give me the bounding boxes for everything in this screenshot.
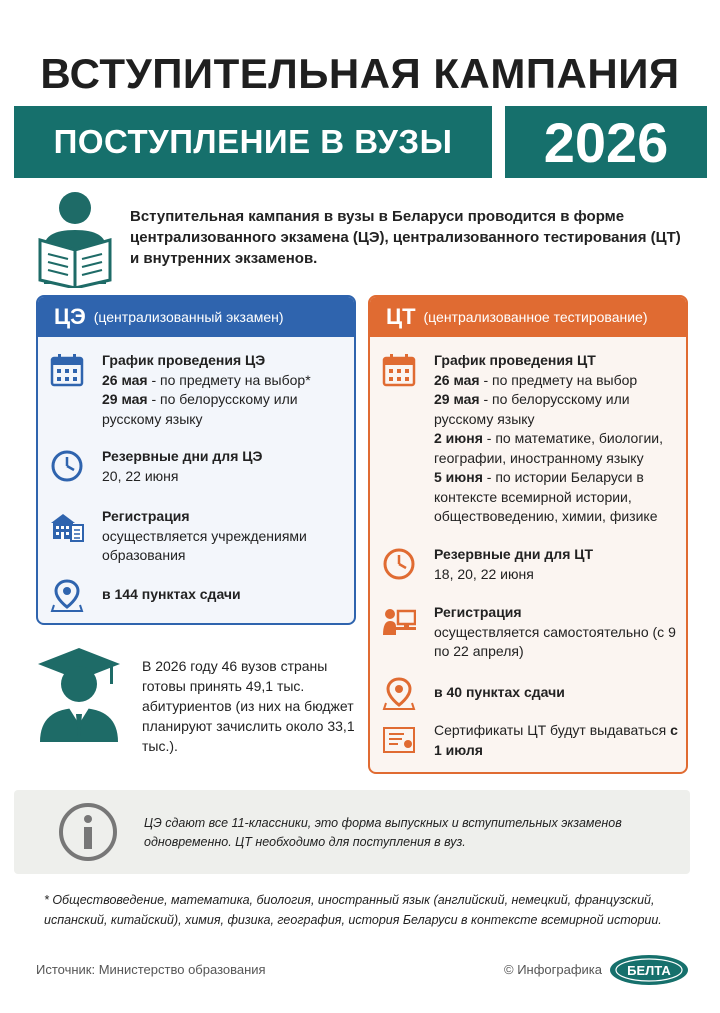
ce-date-2: 29 мая — [102, 391, 148, 407]
ct-reg-text: осуществляется самостоятельно (с 9 по 22 апреля) — [434, 623, 676, 659]
ct-abbr: ЦТ — [386, 304, 416, 329]
ct-cert-text: Сертификаты ЦТ будут выдаваться — [434, 722, 671, 738]
ce-schedule — [50, 351, 332, 429]
ce-schedule-title: График проведения ЦЭ — [102, 352, 266, 368]
ce-points — [50, 577, 332, 613]
ce-date-2-text: - по белорусскому или русскому языку — [102, 391, 298, 427]
graduate-icon — [36, 646, 122, 742]
ct-date-4: 5 июня — [434, 469, 483, 485]
ce-date-1: 26 мая — [102, 371, 148, 388]
footnote: * Обществоведение, математика, биология, иностранный язык (английский, немецкий, французский, испанский, китайский), химия, физика, география, история Беларуси в контексте всемирной истории. — [44, 893, 662, 927]
location-pin-icon — [382, 677, 416, 711]
page-title: ВСТУПИТЕЛЬНАЯ КАМПАНИЯ — [40, 50, 680, 97]
belta-logo — [608, 953, 690, 987]
intro-text: Вступительная кампания в вузы в Беларуси проводится в форме централизованного экзамена (ЦЭ), централизованного тестирования (ЦТ) и внутренних экзаменов. — [130, 208, 681, 267]
computer-user-icon — [382, 605, 416, 639]
ce-panel — [36, 295, 356, 625]
ce-reserve — [50, 447, 332, 486]
credit-text: © Инфографика — [504, 962, 603, 977]
ct-panel-header — [370, 297, 686, 337]
reader-icon — [34, 188, 116, 288]
graduates-text: В 2026 году 46 вузов страны готовы принять 49,1 тыс. абитуриентов (из них на бюджет планируют зачислить около 33,1 тыс.). — [142, 658, 355, 754]
ct-reserve — [382, 545, 682, 584]
ce-points-text: в 144 пунктах сдачи — [102, 586, 241, 602]
clock-icon — [382, 547, 416, 581]
ce-full-name: (централизованный экзамен) — [93, 309, 284, 325]
ct-reserve-title: Резервные дни для ЦТ — [434, 546, 594, 562]
ct-schedule — [382, 351, 682, 527]
source-text: Источник: Министерство образования — [36, 962, 266, 977]
ct-date-2-text: - по белорусскому или русскому языку — [434, 391, 630, 427]
ct-points-text: в 40 пунктах сдачи — [434, 684, 565, 700]
year-banner: 2026 — [505, 106, 707, 178]
ct-date-4-text: - по истории Беларуси в контексте всемирной истории, обществоведению, химии, физике — [434, 469, 658, 524]
calendar-icon — [50, 353, 84, 387]
school-icon — [50, 509, 84, 543]
ct-reg-title: Регистрация — [434, 604, 522, 620]
ct-certificates — [382, 721, 686, 760]
ct-points — [382, 675, 682, 711]
ct-panel — [368, 295, 688, 774]
logo-text: БЕЛТА — [627, 963, 671, 978]
calendar-icon — [382, 353, 416, 387]
ce-abbr: ЦЭ — [54, 304, 86, 329]
ct-reserve-dates: 18, 20, 22 июня — [434, 565, 534, 582]
ct-registration — [382, 603, 682, 662]
ce-panel-header — [38, 297, 354, 337]
location-pin-icon — [50, 579, 84, 613]
ct-date-1-text: - по предмету на выбор — [479, 371, 638, 388]
ct-schedule-title: График проведения ЦТ — [434, 352, 596, 368]
info-icon — [58, 802, 118, 862]
ct-date-3: 2 июня — [434, 430, 483, 446]
info-box — [14, 790, 690, 874]
clock-icon — [50, 449, 84, 483]
ct-date-3-text: - по математике, биологии, географии, иностранному языку — [434, 430, 663, 466]
certificate-icon — [382, 723, 416, 757]
ce-reg-text: осуществляется учреждениями образования — [102, 527, 307, 563]
info-text: ЦЭ сдают все 11-классники, это форма выпускных и вступительных экзаменов одновременно. ЦТ необходимо для поступления в вуз. — [144, 816, 622, 849]
ce-reg-title: Регистрация — [102, 508, 190, 524]
ct-cert-date: с 1 июля — [434, 722, 678, 758]
ct-date-1: 26 мая — [434, 371, 480, 388]
ce-registration — [50, 507, 332, 566]
ct-full-name: (централизованное тестирование) — [423, 309, 648, 325]
ce-reserve-title: Резервные дни для ЦЭ — [102, 448, 263, 464]
ce-date-1-text: - по предмету на выбор* — [147, 371, 311, 388]
ce-reserve-dates: 20, 22 июня — [102, 467, 179, 484]
ct-date-2: 29 мая — [434, 391, 480, 407]
subtitle-banner: ПОСТУПЛЕНИЕ В ВУЗЫ — [14, 106, 492, 178]
